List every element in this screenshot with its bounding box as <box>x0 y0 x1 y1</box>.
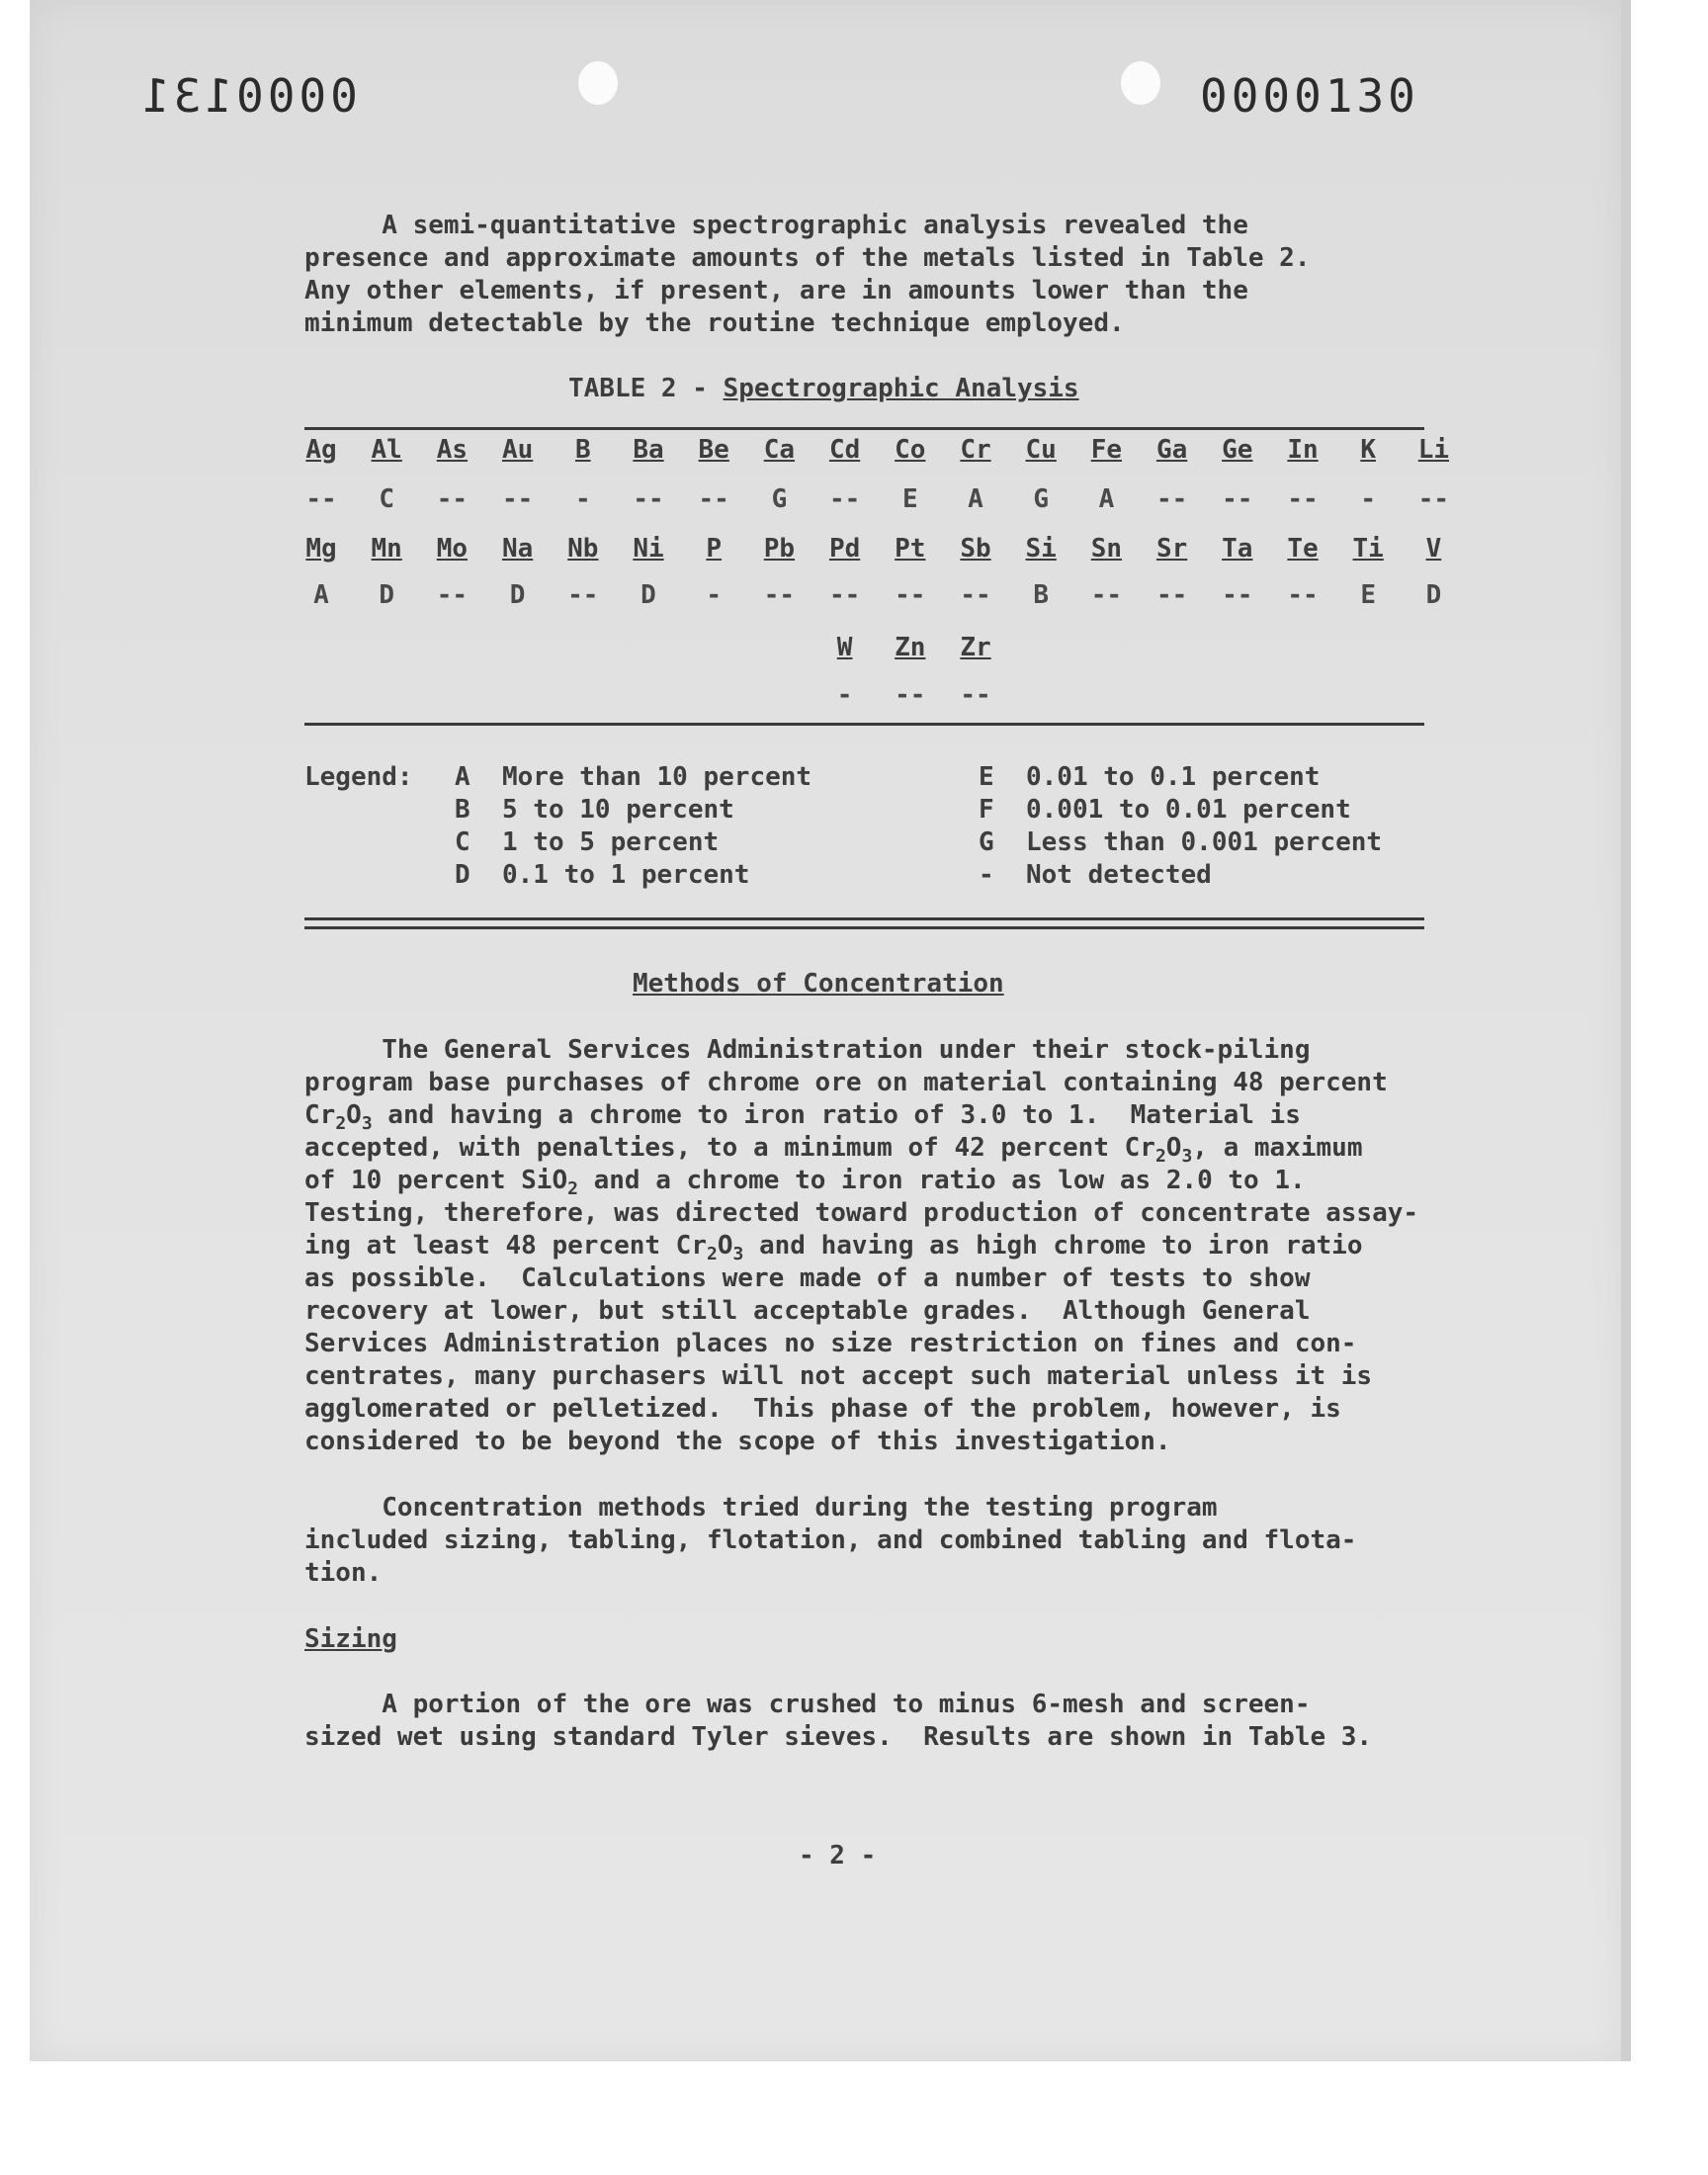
element-amount: A <box>1098 484 1115 514</box>
element-amount: -- <box>1287 580 1319 610</box>
text-segment: of 10 percent SiO <box>304 1166 568 1195</box>
element-symbol: Cd <box>828 435 861 465</box>
element-symbol: Ge <box>1222 435 1253 465</box>
element-symbol: Be <box>698 435 729 465</box>
sizing-paragraph <box>304 1689 1372 1754</box>
element-amount: B <box>1033 580 1050 610</box>
text-segment: Cr <box>304 1100 336 1130</box>
element-amount: -- <box>436 580 469 610</box>
subscript: 2 <box>335 1113 347 1134</box>
element-symbol: Al <box>371 435 402 465</box>
legend-code: G <box>979 827 994 857</box>
text-line: Services Administration places no size restriction on fines and con- <box>304 1329 1357 1358</box>
element-amount: -- <box>960 680 991 710</box>
element-amount: -- <box>1222 580 1253 610</box>
element-symbol: Sr <box>1155 534 1188 564</box>
element-amount: -- <box>895 680 926 710</box>
element-amount: - <box>574 484 591 514</box>
element-symbol: Cu <box>1025 435 1057 465</box>
element-amount: C <box>379 484 395 514</box>
element-amount: -- <box>633 484 664 514</box>
text-line: Testing, therefore, was directed toward production of concentrate assay- <box>304 1198 1419 1228</box>
text-segment: and having a chrome to iron ratio of 3.0 to 1. Material is <box>372 1100 1301 1130</box>
intro-paragraph <box>304 210 1310 340</box>
element-symbol: Au <box>501 435 534 465</box>
legend-code: C <box>455 827 470 857</box>
text-line: minimum detectable by the routine technique employed. <box>304 308 1125 338</box>
element-amount: -- <box>1417 484 1450 514</box>
element-amount: D <box>640 580 656 610</box>
element-amount: D <box>509 580 526 610</box>
element-symbol: Ca <box>763 435 796 465</box>
element-symbol: Ni <box>633 534 664 564</box>
element-symbol: Te <box>1287 534 1319 564</box>
legend-code: B <box>455 795 470 825</box>
text-line: tion. <box>304 1558 383 1588</box>
element-symbol: Sn <box>1090 534 1123 564</box>
element-amount: G <box>1033 484 1050 514</box>
punch-hole-left <box>578 61 618 105</box>
subscript: 3 <box>361 1113 373 1134</box>
text-line: A semi-quantitative spectrographic analysis revealed the <box>304 211 1248 240</box>
text-line: as possible. Calculations were made of a number of tests to show <box>304 1263 1311 1293</box>
text-line: included sizing, tabling, flotation, and combined tabling and flota- <box>304 1525 1357 1555</box>
element-symbol: As <box>436 435 469 465</box>
table-top-rule <box>304 427 1424 430</box>
element-amount: -- <box>1222 484 1253 514</box>
text-segment: ing at least 48 percent Cr <box>304 1231 707 1261</box>
element-amount: D <box>1425 580 1442 610</box>
element-symbol: Pt <box>895 534 926 564</box>
text-line: A portion of the ore was crushed to minus 6-mesh and screen- <box>304 1690 1311 1719</box>
element-symbol: Sb <box>960 534 991 564</box>
text-segment: O <box>1165 1133 1182 1163</box>
element-symbol: Pd <box>828 534 861 564</box>
section-heading-methods: Methods of Concentration <box>633 969 1004 999</box>
element-symbol: W <box>836 633 853 662</box>
legend-description: 0.001 to 0.01 percent <box>1026 795 1351 825</box>
paper-edge <box>1621 0 1631 2061</box>
element-symbol: Cr <box>960 435 991 465</box>
element-symbol: Li <box>1417 435 1450 465</box>
text-line: The General Services Administration under their stock-piling <box>304 1035 1311 1065</box>
legend-description: More than 10 percent <box>502 762 812 792</box>
element-amount: - <box>1360 484 1377 514</box>
element-amount: -- <box>698 484 729 514</box>
element-amount: A <box>968 484 983 514</box>
legend-double-rule-top <box>304 917 1424 920</box>
table-title-text: Spectrographic Analysis <box>723 374 1079 403</box>
element-amount: D <box>379 580 395 610</box>
element-amount: -- <box>1287 484 1319 514</box>
text-line <box>304 1132 1418 1165</box>
legend-label: Legend: <box>304 762 413 792</box>
element-amount: -- <box>828 580 861 610</box>
page-stamp-left: 0000131 <box>138 69 358 123</box>
subscript: 3 <box>1181 1146 1193 1167</box>
element-amount: - <box>706 580 723 610</box>
element-amount: -- <box>763 580 796 610</box>
legend-code: F <box>979 795 994 825</box>
element-symbol: V <box>1425 534 1442 564</box>
element-symbol: Ti <box>1352 534 1384 564</box>
page-stamp-right: 0000130 <box>1200 69 1419 123</box>
legend-code: D <box>455 860 470 890</box>
text-line: centrates, many purchasers will not accept such material unless it is <box>304 1361 1373 1391</box>
subscript: 2 <box>567 1178 578 1199</box>
element-amount: - <box>836 680 853 710</box>
element-amount: -- <box>960 580 991 610</box>
table-bottom-rule <box>304 723 1424 726</box>
text-line: presence and approximate amounts of the metals listed in Table 2. <box>304 243 1311 273</box>
element-symbol: Ba <box>633 435 664 465</box>
text-line: sized wet using standard Tyler sieves. Results are shown in Table 3. <box>304 1722 1373 1752</box>
legend-code: - <box>979 860 994 890</box>
text-segment: O <box>346 1100 362 1130</box>
element-amount: E <box>901 484 918 514</box>
element-symbol: Zn <box>895 633 926 662</box>
section-heading-sizing: Sizing <box>304 1624 397 1654</box>
element-amount: -- <box>436 484 469 514</box>
element-symbol: Ga <box>1155 435 1188 465</box>
text-line: Concentration methods tried during the testing program <box>304 1493 1218 1522</box>
legend-description: Less than 0.001 percent <box>1026 827 1383 857</box>
element-amount: A <box>313 580 329 610</box>
element-symbol: In <box>1287 435 1319 465</box>
punch-hole-right <box>1121 61 1160 105</box>
element-amount: -- <box>1155 484 1188 514</box>
text-segment: and having as high chrome to iron ratio <box>743 1231 1363 1261</box>
methods-paragraph-1 <box>304 1034 1418 1458</box>
text-segment: and a chrome to iron ratio as low as 2.0 to 1. <box>577 1166 1306 1195</box>
element-amount: -- <box>305 484 337 514</box>
text-segment: O <box>717 1231 733 1261</box>
element-symbol: Ta <box>1222 534 1253 564</box>
subscript: 2 <box>1154 1146 1166 1167</box>
text-line <box>304 1099 1418 1132</box>
page-number: - 2 - <box>799 1841 877 1870</box>
element-amount: E <box>1360 580 1377 610</box>
element-symbol: Mo <box>436 534 469 564</box>
element-amount: -- <box>501 484 534 514</box>
element-amount: -- <box>567 580 599 610</box>
element-symbol: Mn <box>371 534 402 564</box>
text-line: program base purchases of chrome ore on material containing 48 percent <box>304 1068 1388 1097</box>
text-line <box>304 1230 1418 1262</box>
legend-description: 1 to 5 percent <box>502 827 720 857</box>
text-line <box>304 1165 1418 1197</box>
legend-description: 0.1 to 1 percent <box>502 860 750 890</box>
table-title <box>568 374 1079 403</box>
element-amount: -- <box>828 484 861 514</box>
element-symbol: Pb <box>763 534 796 564</box>
text-segment: , a maximum <box>1192 1133 1363 1163</box>
text-line: Any other elements, if present, are in amounts lower than the <box>304 276 1248 305</box>
methods-paragraph-2 <box>304 1492 1356 1590</box>
element-symbol: Na <box>501 534 534 564</box>
subscript: 3 <box>732 1244 744 1264</box>
element-amount: -- <box>895 580 926 610</box>
element-symbol: B <box>574 435 591 465</box>
legend-code: A <box>455 762 470 792</box>
text-line: agglomerated or pelletized. This phase of the problem, however, is <box>304 1394 1341 1424</box>
legend-description: 0.01 to 0.1 percent <box>1026 762 1321 792</box>
legend-description: 5 to 10 percent <box>502 795 734 825</box>
element-symbol: Ag <box>305 435 337 465</box>
legend-double-rule-bottom <box>304 926 1424 929</box>
element-symbol: Zr <box>960 633 991 662</box>
element-symbol: P <box>706 534 723 564</box>
legend-description: Not detected <box>1026 860 1212 890</box>
element-symbol: Fe <box>1090 435 1123 465</box>
legend-code: E <box>979 762 994 792</box>
table-title-prefix: TABLE 2 - <box>568 374 724 403</box>
element-amount: -- <box>1155 580 1188 610</box>
element-symbol: K <box>1360 435 1377 465</box>
subscript: 2 <box>707 1244 718 1264</box>
text-line: recovery at lower, but still acceptable grades. Although General <box>304 1296 1311 1326</box>
element-symbol: Mg <box>305 534 337 564</box>
text-line: considered to be beyond the scope of this investigation. <box>304 1427 1171 1456</box>
element-amount: G <box>771 484 788 514</box>
element-symbol: Nb <box>567 534 599 564</box>
element-symbol: Co <box>895 435 926 465</box>
element-symbol: Si <box>1025 534 1057 564</box>
text-segment: accepted, with penalties, to a minimum of 42 percent Cr <box>304 1133 1155 1163</box>
element-amount: -- <box>1090 580 1123 610</box>
